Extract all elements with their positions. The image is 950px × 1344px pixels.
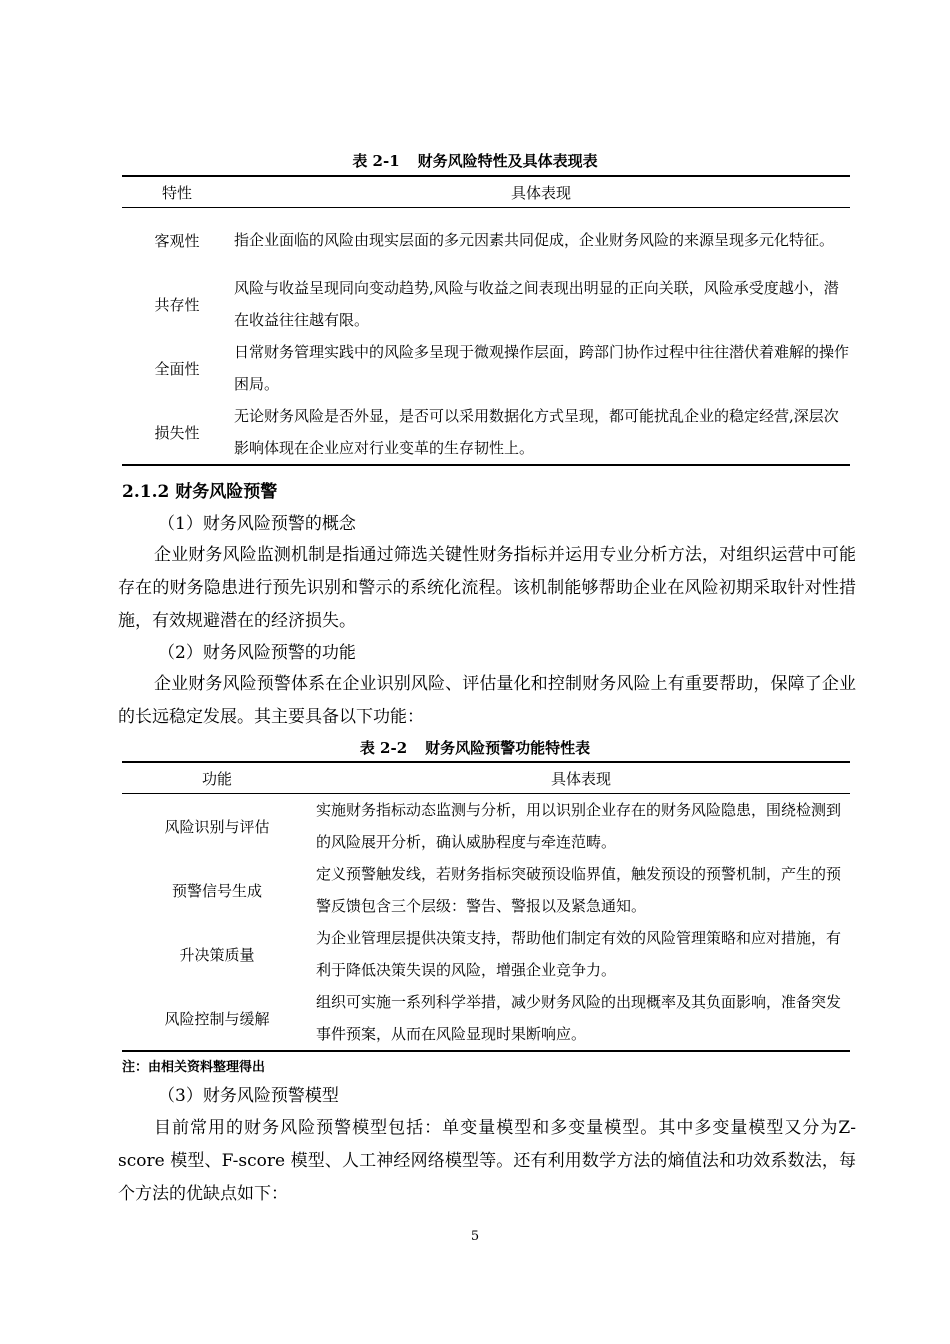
table1-cell-desc: 风险与收益呈现同向变动趋势,风险与收益之间表现出明显的正向关联，风险承受度越小，潜在收益往往越有限。 <box>234 279 839 329</box>
paragraph-function: 企业财务风险预警体系在企业识别风险、评估量化和控制财务风险上有重要帮助，保障了企业的长远稳定发展。其主要具备以下功能： <box>118 674 856 727</box>
table-row <box>122 922 850 986</box>
table-row <box>122 858 850 922</box>
table-row <box>122 400 850 465</box>
page-number: 5 <box>470 1229 480 1244</box>
table-row <box>122 794 850 859</box>
paragraph-model: 目前常用的财务风险预警模型包括：单变量模型和多变量模型。其中多变量模型又分为Z-score 模型、F-score 模型、人工神经网络模型等。还有利用数学方法的熵值法和功效系数法，每个方法的优缺点如下： <box>118 1118 856 1204</box>
table1-header-trait: 特性 <box>122 176 232 208</box>
table2 <box>122 761 850 1052</box>
table1-caption-title: 财务风险特性及具体表现表 <box>417 152 598 170</box>
table1-caption <box>0 151 950 171</box>
table2-header-function: 功能 <box>122 762 312 794</box>
table1-header-row <box>122 176 850 208</box>
table1-cell-desc: 无论财务风险是否外显，是否可以采用数据化方式呈现，都可能扰乱企业的稳定经营,深层次影响体现在企业应对行业变革的生存韧性上。 <box>232 400 850 465</box>
table2-caption-title: 财务风险预警功能特性表 <box>425 739 591 757</box>
section-heading: 2.1.2 财务风险预警 <box>122 482 278 502</box>
table2-cell-name: 风险控制与缓解 <box>122 986 312 1051</box>
table1-cell-desc: 日常财务管理实践中的风险多呈现于微观操作层面，跨部门协作过程中往往潜伏着难解的操作困局。 <box>234 343 850 393</box>
table-row <box>122 336 850 400</box>
table1-cell-name: 损失性 <box>122 400 232 465</box>
table2-note: 注：由相关资料整理得出 <box>122 1060 266 1075</box>
table-row <box>122 208 850 273</box>
table2-cell-desc: 组织可实施一系列科学举措，减少财务风险的出现概率及其负面影响，准备突发事件预案，从而在风险显现时果断响应。 <box>312 986 850 1051</box>
table1-cell-name: 全面性 <box>154 359 200 378</box>
table1-caption-num: 表 2-1 <box>352 152 400 170</box>
table1-cell-name: 客观性 <box>154 231 200 250</box>
table1 <box>122 175 850 466</box>
table2-cell-desc: 定义预警触发线，若财务指标突破预设临界值，触发预设的预警机制，产生的预警反馈包含三个层级：警告、警报以及紧急通知。 <box>316 865 842 915</box>
subheading-model: （3）财务风险预警模型 <box>158 1086 339 1106</box>
table2-header-desc: 具体表现 <box>312 762 850 794</box>
table2-cell-desc: 为企业管理层提供决策支持，帮助他们制定有效的风险管理策略和应对措施，有利于降低决策失误的风险，增强企业竞争力。 <box>316 929 842 979</box>
table1-cell-name: 共存性 <box>154 295 200 314</box>
table2-caption-num: 表 2-2 <box>359 739 408 757</box>
table2-header-row <box>122 762 850 794</box>
table1-cell-desc: 指企业面临的风险由现实层面的多元因素共同促成，企业财务风险的来源呈现多元化特征。 <box>234 231 835 249</box>
table2-cell-name: 预警信号生成 <box>171 881 262 900</box>
subheading-function: （2）财务风险预警的功能 <box>158 643 356 663</box>
table-row <box>122 986 850 1051</box>
table2-cell-name: 风险识别与评估 <box>164 817 270 836</box>
table2-cell-name: 升决策质量 <box>179 945 255 964</box>
paragraph-concept: 企业财务风险监测机制是指通过筛选关键性财务指标并运用专业分析方法，对组织运营中可能存在的财务隐患进行预先识别和警示的系统化流程。该机制能够帮助企业在风险初期采取针对性措施，有效规避潜在的经济损失。 <box>118 545 856 631</box>
table-row <box>122 272 850 336</box>
table2-caption <box>0 738 950 758</box>
table2-cell-desc: 实施财务指标动态监测与分析，用以识别企业存在的财务风险隐患，围绕检测到的风险展开分析，确认威胁程度与牵连范畴。 <box>316 801 842 851</box>
table1-header-desc: 具体表现 <box>232 176 850 208</box>
subheading-concept: （1）财务风险预警的概念 <box>158 514 356 534</box>
